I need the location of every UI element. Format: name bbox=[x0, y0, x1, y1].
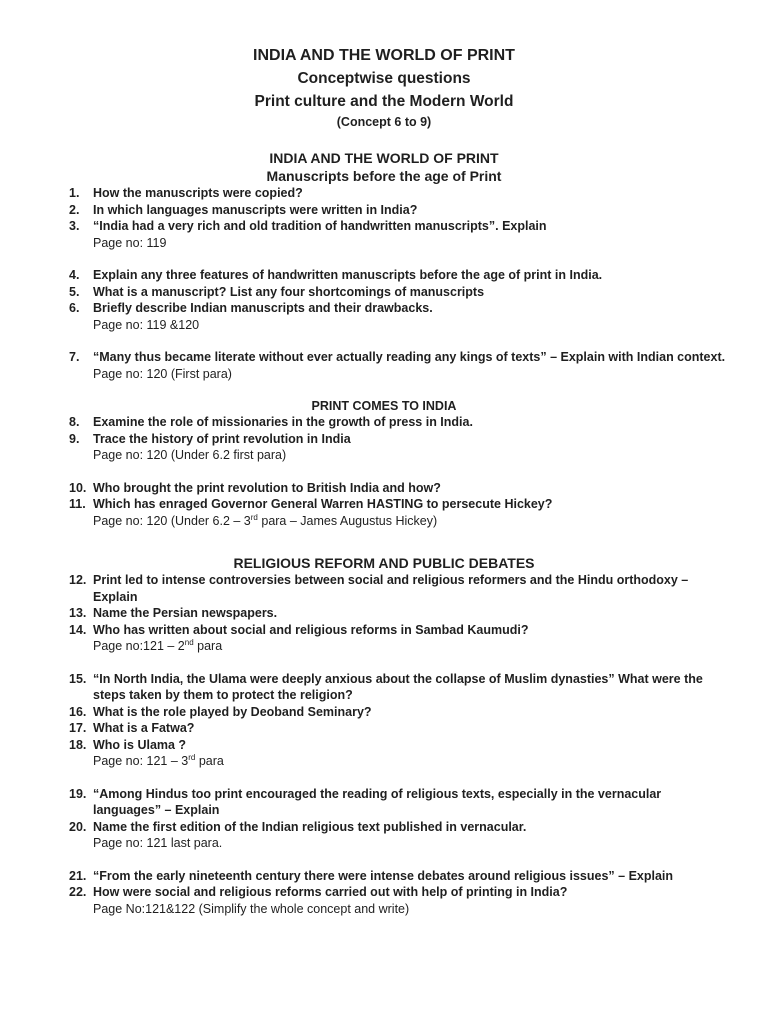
question-item: 16. What is the role played by Deoband Seminary? bbox=[69, 704, 372, 719]
section-subtitle: Manuscripts before the age of Print bbox=[266, 168, 502, 184]
question-item: 8. Examine the role of missionaries in the growth of press in India. bbox=[69, 415, 473, 429]
page-reference: Page no: 119 bbox=[93, 235, 167, 250]
question-item: 10. Who brought the print revolution to British India and how? bbox=[69, 480, 441, 495]
document-header bbox=[0, 0, 768, 132]
question-item: 18. Who is Ulama ? bbox=[69, 737, 187, 752]
page-reference: Page no: 120 (Under 6.2 – 3rd para – James Augustus Hickey) bbox=[93, 512, 438, 528]
question-item: 11. Which has enraged Governor General Warren HASTING to persecute Hickey? bbox=[69, 497, 553, 511]
question-item: 4. Explain any three features of handwritten manuscripts before the age of print in India. bbox=[69, 268, 603, 282]
page-reference: Page no:121 – 2nd para bbox=[93, 637, 223, 653]
section-manuscripts bbox=[0, 150, 768, 382]
question-item: 14. Who has written about social and religious reforms in Sambad Kaumudi? bbox=[69, 622, 529, 637]
page-reference: Page no: 120 (First para) bbox=[93, 366, 232, 381]
document-title: INDIA AND THE WORLD OF PRINT bbox=[253, 47, 515, 64]
question-item: 22. How were social and religious reforms carried out with help of printing in India? bbox=[69, 885, 568, 899]
page-reference: Page no: 121 – 3rd para bbox=[93, 752, 224, 768]
question-item: 15. “In North India, the Ulama were deeply anxious about the collapse of Muslim dynasties” What were the steps taken by them to protect the religion? bbox=[69, 671, 703, 702]
document-chapter: Print culture and the Modern World bbox=[254, 93, 514, 110]
section-title: INDIA AND THE WORLD OF PRINT bbox=[269, 150, 499, 166]
question-item: 6. Briefly describe Indian manuscripts and their drawbacks. bbox=[69, 301, 433, 315]
question-item: 13. Name the Persian newspapers. bbox=[69, 606, 278, 620]
section-religious-reform bbox=[0, 555, 768, 917]
question-item: 2. In which languages manuscripts were written in India? bbox=[69, 202, 418, 217]
question-item: 21. “From the early nineteenth century there were intense debates around religious issues” – Explain bbox=[69, 868, 674, 883]
question-item: 9. Trace the history of print revolution in India bbox=[69, 431, 351, 446]
question-item: 1. How the manuscripts were copied? bbox=[69, 186, 303, 200]
page-reference: Page no: 121 last para. bbox=[93, 836, 223, 850]
question-item: 3. “India had a very rich and old tradition of handwritten manuscripts”. Explain bbox=[69, 219, 547, 233]
concept-range: (Concept 6 to 9) bbox=[336, 115, 432, 129]
question-item: 7. “Many thus became literate without ever actually reading any kings of texts” – Explain with Indian context. bbox=[69, 350, 726, 364]
question-item: 19. “Among Hindus too print encouraged the reading of religious texts, especially in the vernacular languages” – Explain bbox=[69, 786, 662, 817]
question-item: 17. What is a Fatwa? bbox=[69, 721, 195, 735]
page-reference: Page no: 120 (Under 6.2 first para) bbox=[93, 448, 287, 462]
question-item: 20. Name the first edition of the Indian religious text published in vernacular. bbox=[69, 819, 527, 834]
section-title: RELIGIOUS REFORM AND PUBLIC DEBATES bbox=[233, 555, 535, 571]
document-subtitle: Conceptwise questions bbox=[297, 70, 471, 87]
question-item: 5. What is a manuscript? List any four shortcomings of manuscripts bbox=[69, 284, 485, 299]
section-print-comes-to-india bbox=[0, 398, 768, 529]
question-item: 12. Print led to intense controversies between social and religious reformers and the Hindu orthodoxy – Explain bbox=[69, 573, 689, 604]
page-reference: Page No:121&122 (Simplify the whole concept and write) bbox=[93, 901, 410, 916]
page-reference: Page no: 119 &120 bbox=[93, 317, 200, 332]
section-title: PRINT COMES TO INDIA bbox=[311, 399, 457, 413]
